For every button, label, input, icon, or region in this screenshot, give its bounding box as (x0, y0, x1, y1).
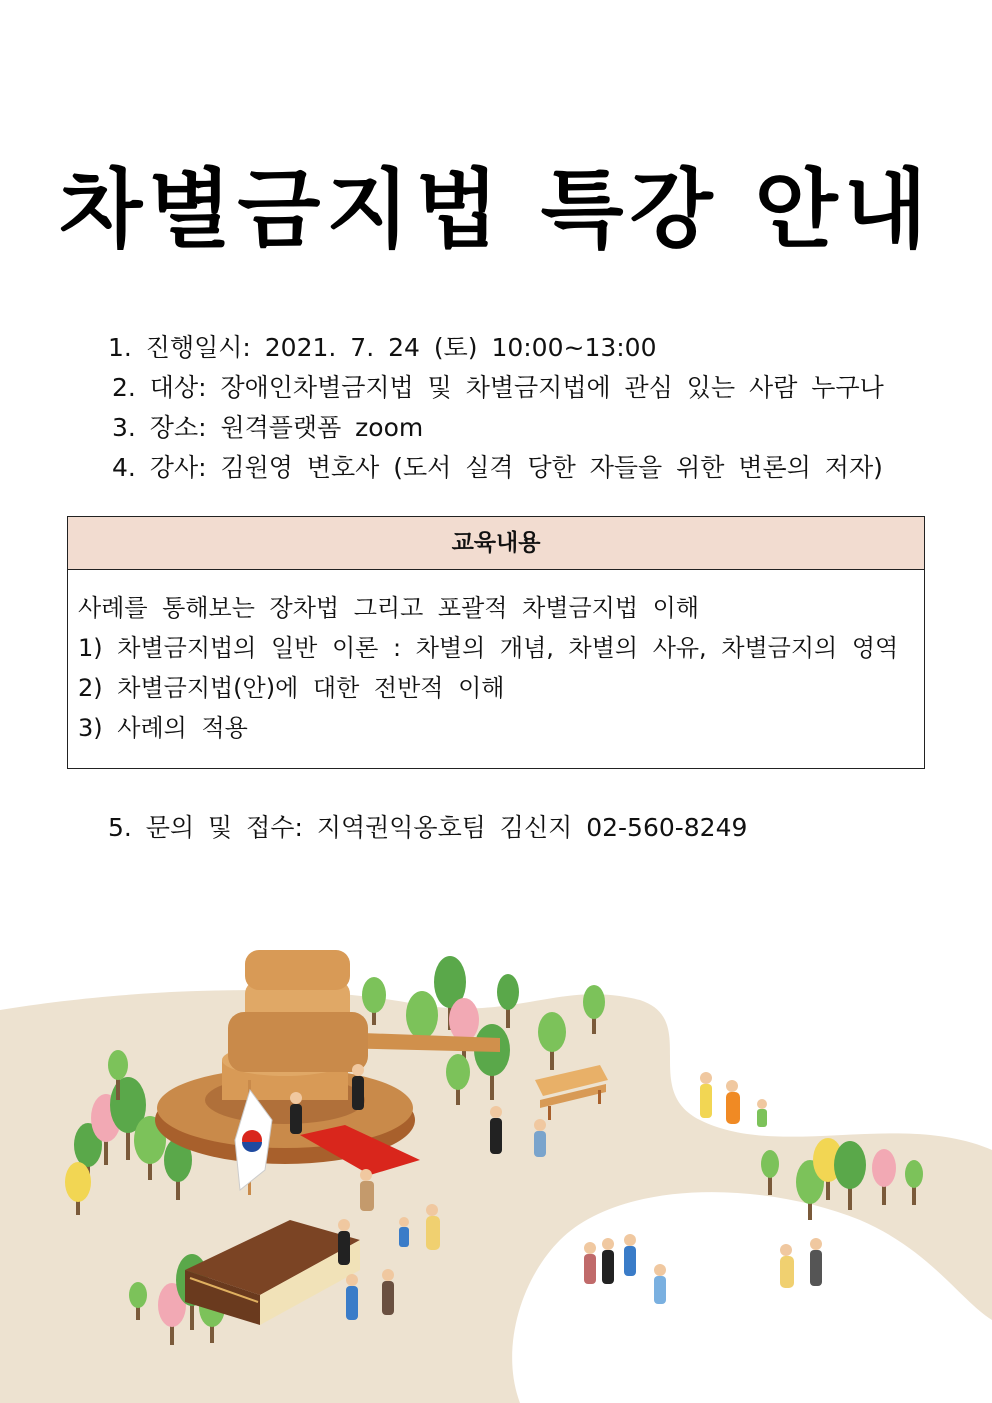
person-icon (352, 1064, 364, 1110)
person-icon (584, 1242, 596, 1284)
info-item-place: 3. 장소: 원격플랫폼 zoom (112, 413, 424, 442)
education-body (68, 570, 924, 748)
person-icon (338, 1219, 350, 1265)
education-line: 2) 차별금지법(안)에 대한 전반적 이해 (78, 674, 505, 702)
person-icon (602, 1238, 614, 1284)
person-icon (726, 1080, 740, 1124)
person-icon (382, 1269, 394, 1315)
education-box (67, 516, 925, 769)
person-icon (624, 1234, 636, 1276)
person-icon (346, 1274, 358, 1320)
contact-info: 5. 문의 및 접수: 지역권익옹호팀 김신지 02-560-8249 (108, 813, 748, 842)
person-icon (700, 1072, 712, 1118)
person-icon (534, 1119, 546, 1157)
person-icon (360, 1169, 374, 1211)
person-icon (780, 1244, 794, 1288)
person-icon (757, 1099, 767, 1127)
info-item-lecturer: 4. 강사: 김원영 변호사 (도서 실격 당한 자들을 위한 변론의 저자) (112, 453, 883, 482)
person-icon (399, 1217, 409, 1247)
illustration (0, 920, 992, 1403)
page-title: 차별금지법 특강 안내 (59, 160, 933, 260)
education-line: 사례를 통해보는 장차법 그리고 포괄적 차별금지법 이해 (78, 594, 700, 622)
info-list (108, 328, 884, 488)
education-line: 1) 차별금지법의 일반 이론 : 차별의 개념, 차별의 사유, 차별금지의 영역 (78, 634, 899, 662)
person-icon (290, 1092, 302, 1134)
person-icon (426, 1204, 440, 1250)
education-header: 교육내용 (68, 517, 924, 570)
education-line: 3) 사례의 적용 (78, 714, 248, 742)
person-icon (810, 1238, 822, 1286)
person-icon (654, 1264, 666, 1304)
info-item-target: 2. 대상: 장애인차별금지법 및 차별금지법에 관심 있는 사람 누구나 (112, 373, 884, 402)
info-item-date: 1. 진행일시: 2021. 7. 24 (토) 10:00~13:00 (108, 333, 657, 362)
person-icon (490, 1106, 502, 1154)
